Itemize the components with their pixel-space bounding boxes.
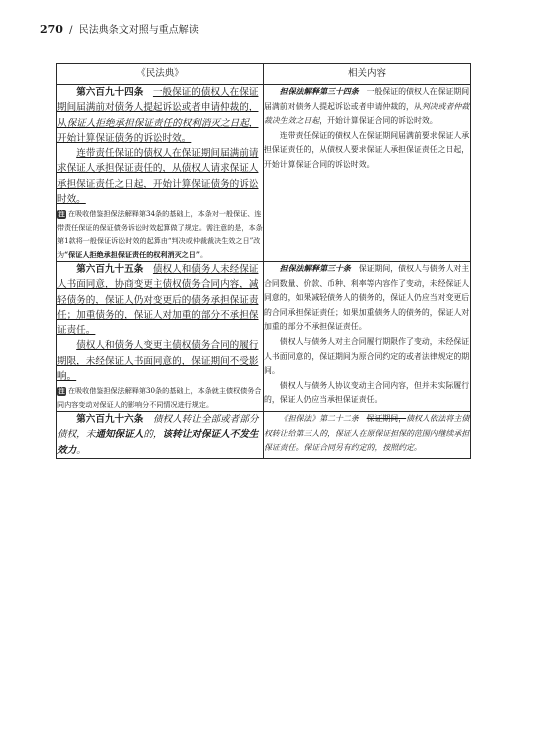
text-segment: 债权人和债务人未经保证人书面同意，协商变更主债权债务合同内容，减轻债务的，保证人仍对变更后的债务承担保证责任；加重债务的，保证人对加重的部分不承担保证责任。 [57, 264, 259, 337]
text-segment: ，开始计算保证合同的诉讼时效。 [319, 116, 438, 126]
text-segment: 保证期间，债权人与债务人对主合同数量、价款、币种、利率等内容作了变动，未经保证人同意的，如果减轻债务人的债务的，保证人仍应当对变更后的合同承担保证责任；如果加重债务人的债务的，保证人对加重的部分不承担保证责任。 [264, 264, 470, 332]
text-segment [359, 414, 367, 423]
article-title: 第六百九十六条 [76, 414, 144, 426]
text-segment: 保证人拒绝承担保证责任的权利消灭之日起 [66, 117, 249, 129]
editor-note [57, 207, 263, 261]
text-segment: 一般保证的债权人在保证期间届满前对债务人提起诉讼或者申请仲裁的，从 [57, 87, 259, 129]
related-paragraph [264, 85, 470, 129]
text-segment: 债权人和债务人变更主债权债务合同的履行期限，未经保证人书面同意的，保证期间不受影响。 [57, 340, 259, 383]
civil-code-paragraph [57, 85, 263, 146]
civil-code-cell [57, 412, 264, 459]
text-segment [143, 264, 153, 275]
civil-code-paragraph [57, 146, 263, 207]
related-paragraph [264, 129, 470, 173]
text-segment: 在吸收借鉴担保法解释第30条的基础上，本条就主债权债务合同内容变动对保证人的影响分不同情况进行规定。 [57, 386, 262, 409]
text-segment: 《担保法》第二十二条 [279, 414, 359, 424]
table-row [57, 412, 471, 459]
column-header-civil-code: 《民法典》 [57, 64, 264, 85]
comparison-table [56, 63, 471, 459]
text-segment: 在吸收借鉴担保法解释第34条的基础上，本条对一般保证、连带责任保证的保证债务诉讼时效起算做了规定。需注意的是，本条第1款将一般保证诉讼时效的起算由“判决或仲裁裁决生效之日”改为 [57, 209, 263, 259]
note-icon: 注 [58, 210, 65, 219]
article-title: 担保法解释第三十四条 [279, 87, 359, 96]
text-segment [143, 414, 153, 425]
text-segment: 债权人与债务人对主合同履行期限作了变动，未经保证人书面同意的，保证期间为原合同约定的或者法律规定的期间。 [264, 336, 470, 376]
book-title: 民法典条文对照与重点解读 [78, 25, 199, 36]
text-segment: 保证期间， [366, 414, 407, 424]
article-title: 第六百九十四条 [76, 87, 144, 98]
text-segment: 判决或者仲裁裁决生效之日起 [264, 101, 470, 126]
related-content-cell [264, 262, 471, 412]
text-segment: 连带责任保证的债权人在保证期间届满前要求保证人承担保证责任的，从债权人要求保证人承担保证责任之日起，开始计算保证合同的诉讼时效。 [264, 130, 470, 169]
text-segment: “保证人拒绝承担保证责任的权利消灭之日” [64, 249, 200, 259]
civil-code-cell [57, 262, 264, 412]
related-paragraph [264, 412, 470, 456]
civil-code-paragraph [57, 338, 263, 384]
related-paragraph [264, 335, 470, 379]
text-segment: 。 [199, 249, 208, 259]
text-segment: ，开始计算保证债务的诉讼时效。 [57, 117, 259, 144]
text-segment: 该转让对保证人不发生效力 [57, 429, 259, 456]
related-content-cell [264, 412, 471, 459]
text-segment: 债权人依法将主债权转让给第三人的，保证人在原保证担保的范围内继续承担保证责任。保证合同另有约定的，按照约定。 [264, 414, 470, 453]
civil-code-paragraph [57, 262, 263, 338]
related-paragraph [264, 262, 470, 335]
editor-note [57, 384, 263, 411]
civil-code-paragraph [57, 412, 263, 458]
related-content-cell [264, 85, 471, 262]
table-row [57, 262, 471, 412]
page-number: 270 [40, 23, 63, 36]
table-header-row [57, 64, 471, 85]
article-title: 担保法解释第三十条 [279, 264, 351, 273]
header-separator: / [69, 25, 73, 36]
text-segment: 债权人与债务人协议变动主合同内容，但并未实际履行的，保证人仍应当承担保证责任。 [264, 380, 470, 405]
text-segment [143, 87, 153, 98]
column-header-related-content: 相关内容 [264, 64, 471, 85]
text-segment: 。 [76, 444, 86, 456]
related-paragraph [264, 379, 470, 408]
table-row [57, 85, 471, 262]
running-header [40, 22, 510, 38]
text-segment: 通知保证人 [95, 429, 144, 441]
article-title: 第六百九十五条 [76, 264, 144, 275]
text-segment: 的， [143, 429, 163, 441]
civil-code-cell [57, 85, 264, 262]
note-icon: 注 [58, 387, 65, 396]
text-segment: 一般保证的债权人在保证期间届满前对债务人提起诉讼或者申请仲裁的，从 [264, 87, 470, 111]
text-segment: 债权人转让全部或者部分债权，未 [57, 414, 259, 441]
text-segment: 连带责任保证的债权人在保证期间届满前请求保证人承担保证责任的，从债权人请求保证人承担保证责任之日起，开始计算保证债务的诉讼时效。 [57, 148, 259, 206]
